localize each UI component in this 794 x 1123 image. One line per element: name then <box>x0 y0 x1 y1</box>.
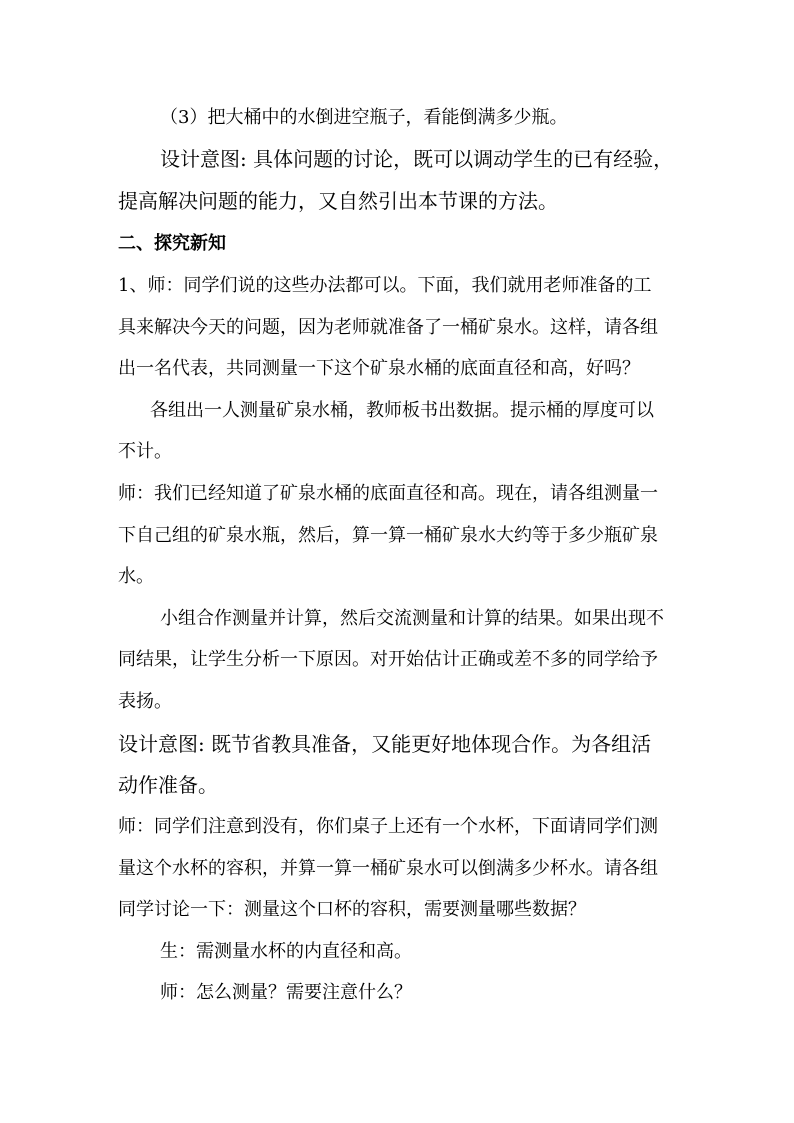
design-intent-2-line-2: 动作准备。 <box>118 773 218 797</box>
design-intent-2-line-1: 设计意图: 既节省教具准备，又能更好地体现合作。为各组活 <box>118 732 652 756</box>
section-heading-explore: 二、探究新知 <box>118 233 226 254</box>
measure-para-line-1: 各组出一人测量矿泉水桶，教师板书出数据。提示桶的厚度可以 <box>150 400 654 421</box>
student-answer: 生：需测量水杯的内直径和高。 <box>160 941 412 962</box>
group-para-line-3: 表扬。 <box>118 691 172 712</box>
teacher-para-2-line-3: 水。 <box>118 566 154 587</box>
teacher-para-2-line-2: 下自己组的矿泉水瓶，然后，算一算一桶矿泉水大约等于多少瓶矿泉 <box>118 525 658 546</box>
design-intent-1-line-1: 设计意图: 具体问题的讨论，既可以调动学生的已有经验， <box>160 147 674 171</box>
paragraph-step-3: （3）把大桶中的水倒进空瓶子，看能倒满多少瓶。 <box>160 107 568 128</box>
teacher-para-3-line-3: 同学讨论一下：测量这个口杯的容积，需要测量哪些数据？ <box>118 899 586 920</box>
group-para-line-2: 同结果，让学生分析一下原因。对开始估计正确或差不多的同学给予 <box>118 649 658 670</box>
teacher-para-1-line-3: 出一名代表，共同测量一下这个矿泉水桶的底面直径和高，好吗？ <box>118 358 640 379</box>
teacher-para-3-line-2: 量这个水杯的容积，并算一算一桶矿泉水可以倒满多少杯水。请各组 <box>118 858 658 879</box>
teacher-para-1-line-1: 1、师：同学们说的这些办法都可以。下面，我们就用老师准备的工 <box>118 275 652 296</box>
teacher-para-1-line-2: 具来解决今天的问题，因为老师就准备了一桶矿泉水。这样，请各组 <box>118 317 658 338</box>
teacher-para-2-line-1: 师：我们已经知道了矿泉水桶的底面直径和高。现在，请各组测量一 <box>118 483 658 504</box>
design-intent-1-line-2: 提高解决问题的能力，又自然引出本节课的方法。 <box>118 189 558 213</box>
measure-para-line-2: 不计。 <box>118 441 172 462</box>
teacher-question: 师：怎么测量？需要注意什么？ <box>160 982 412 1003</box>
group-para-line-1: 小组合作测量并计算，然后交流测量和计算的结果。如果出现不 <box>160 608 664 629</box>
teacher-para-3-line-1: 师：同学们注意到没有，你们桌子上还有一个水杯，下面请同学们测 <box>118 816 658 837</box>
